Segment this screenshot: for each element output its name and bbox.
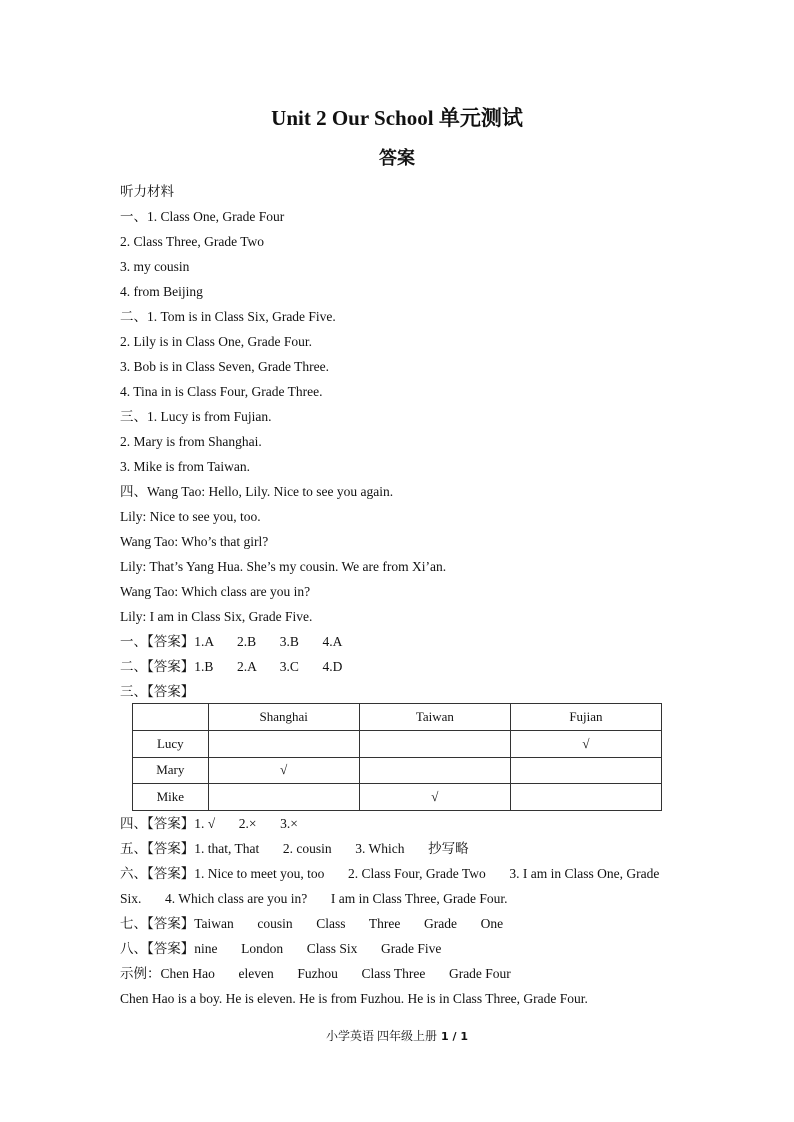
text-line: 三、1. Lucy is from Fujian. xyxy=(120,409,272,424)
text-line: 2. Class Three, Grade Two xyxy=(120,234,265,249)
table-row xyxy=(133,784,662,811)
answer-line: 三、【答案】 xyxy=(120,684,195,699)
footer-text: 小学英语 四年级上册 xyxy=(326,1029,438,1043)
table-header-cell: Fujian xyxy=(510,704,661,731)
table-row xyxy=(133,730,662,757)
table-header-row xyxy=(133,704,662,731)
answer-line: 六、【答案】1. Nice to meet you, too 2. Class Four, Grade Two 3. I am in Class One, Grade xyxy=(120,866,660,881)
text-line: Lily: I am in Class Six, Grade Five. xyxy=(120,609,313,624)
answer-line: 七、【答案】Taiwan cousin Class Three Grade One xyxy=(120,916,504,931)
text-line: 四、Wang Tao: Hello, Lily. Nice to see you again. xyxy=(120,484,394,499)
table-cell xyxy=(510,757,661,784)
text-line: Wang Tao: Who’s that girl? xyxy=(120,534,269,549)
table-header-cell xyxy=(133,704,209,731)
table-row xyxy=(133,757,662,784)
text-line: Lily: That’s Yang Hua. She’s my cousin. We are from Xi’an. xyxy=(120,559,447,574)
table-cell: √ xyxy=(359,784,510,811)
text-line: 2. Mary is from Shanghai. xyxy=(120,434,262,449)
table-cell xyxy=(359,757,510,784)
answer-line: 五、【答案】1. that, That 2. cousin 3. Which 抄写略 xyxy=(120,841,469,856)
answer-table xyxy=(132,703,662,811)
text-line: 3. Bob is in Class Seven, Grade Three. xyxy=(120,359,329,374)
text-line: Lily: Nice to see you, too. xyxy=(120,509,261,524)
answer-line: 二、【答案】1.B 2.A 3.C 4.D xyxy=(120,659,343,674)
page-footer xyxy=(0,1028,794,1045)
table-cell: Lucy xyxy=(133,730,209,757)
section-heading: 听力材料 xyxy=(120,184,174,199)
text-line: 一、1. Class One, Grade Four xyxy=(120,209,285,224)
table-header-cell: Shanghai xyxy=(208,704,359,731)
table-header-cell: Taiwan xyxy=(359,704,510,731)
answer-line: 示例：Chen Hao eleven Fuzhou Class Three Grade Four xyxy=(120,966,511,981)
page-number: 1 / 1 xyxy=(441,1030,468,1043)
answer-line: Six. 4. Which class are you in? I am in Class Three, Grade Four. xyxy=(120,891,508,906)
table-cell: √ xyxy=(208,757,359,784)
page-title: Unit 2 Our School 单元测试 xyxy=(271,106,523,130)
table-cell xyxy=(208,784,359,811)
table-cell: Mary xyxy=(133,757,209,784)
table-cell xyxy=(510,784,661,811)
text-line: 2. Lily is in Class One, Grade Four. xyxy=(120,334,312,349)
table-cell: √ xyxy=(510,730,661,757)
text-line: 4. Tina in is Class Four, Grade Three. xyxy=(120,384,323,399)
table-cell xyxy=(359,730,510,757)
table-cell: Mike xyxy=(133,784,209,811)
text-line: Wang Tao: Which class are you in? xyxy=(120,584,311,599)
answer-line: Chen Hao is a boy. He is eleven. He is from Fuzhou. He is in Class Three, Grade Four. xyxy=(120,991,588,1006)
answer-line: 八、【答案】nine London Class Six Grade Five xyxy=(120,941,442,956)
answer-line: 四、【答案】1. √ 2.× 3.× xyxy=(120,816,298,831)
text-line: 3. my cousin xyxy=(120,259,190,274)
page-subtitle: 答案 xyxy=(379,148,415,168)
answer-line: 一、【答案】1.A 2.B 3.B 4.A xyxy=(120,634,343,649)
text-line: 二、1. Tom is in Class Six, Grade Five. xyxy=(120,309,336,324)
text-line: 4. from Beijing xyxy=(120,284,203,299)
table-cell xyxy=(208,730,359,757)
text-line: 3. Mike is from Taiwan. xyxy=(120,459,251,474)
